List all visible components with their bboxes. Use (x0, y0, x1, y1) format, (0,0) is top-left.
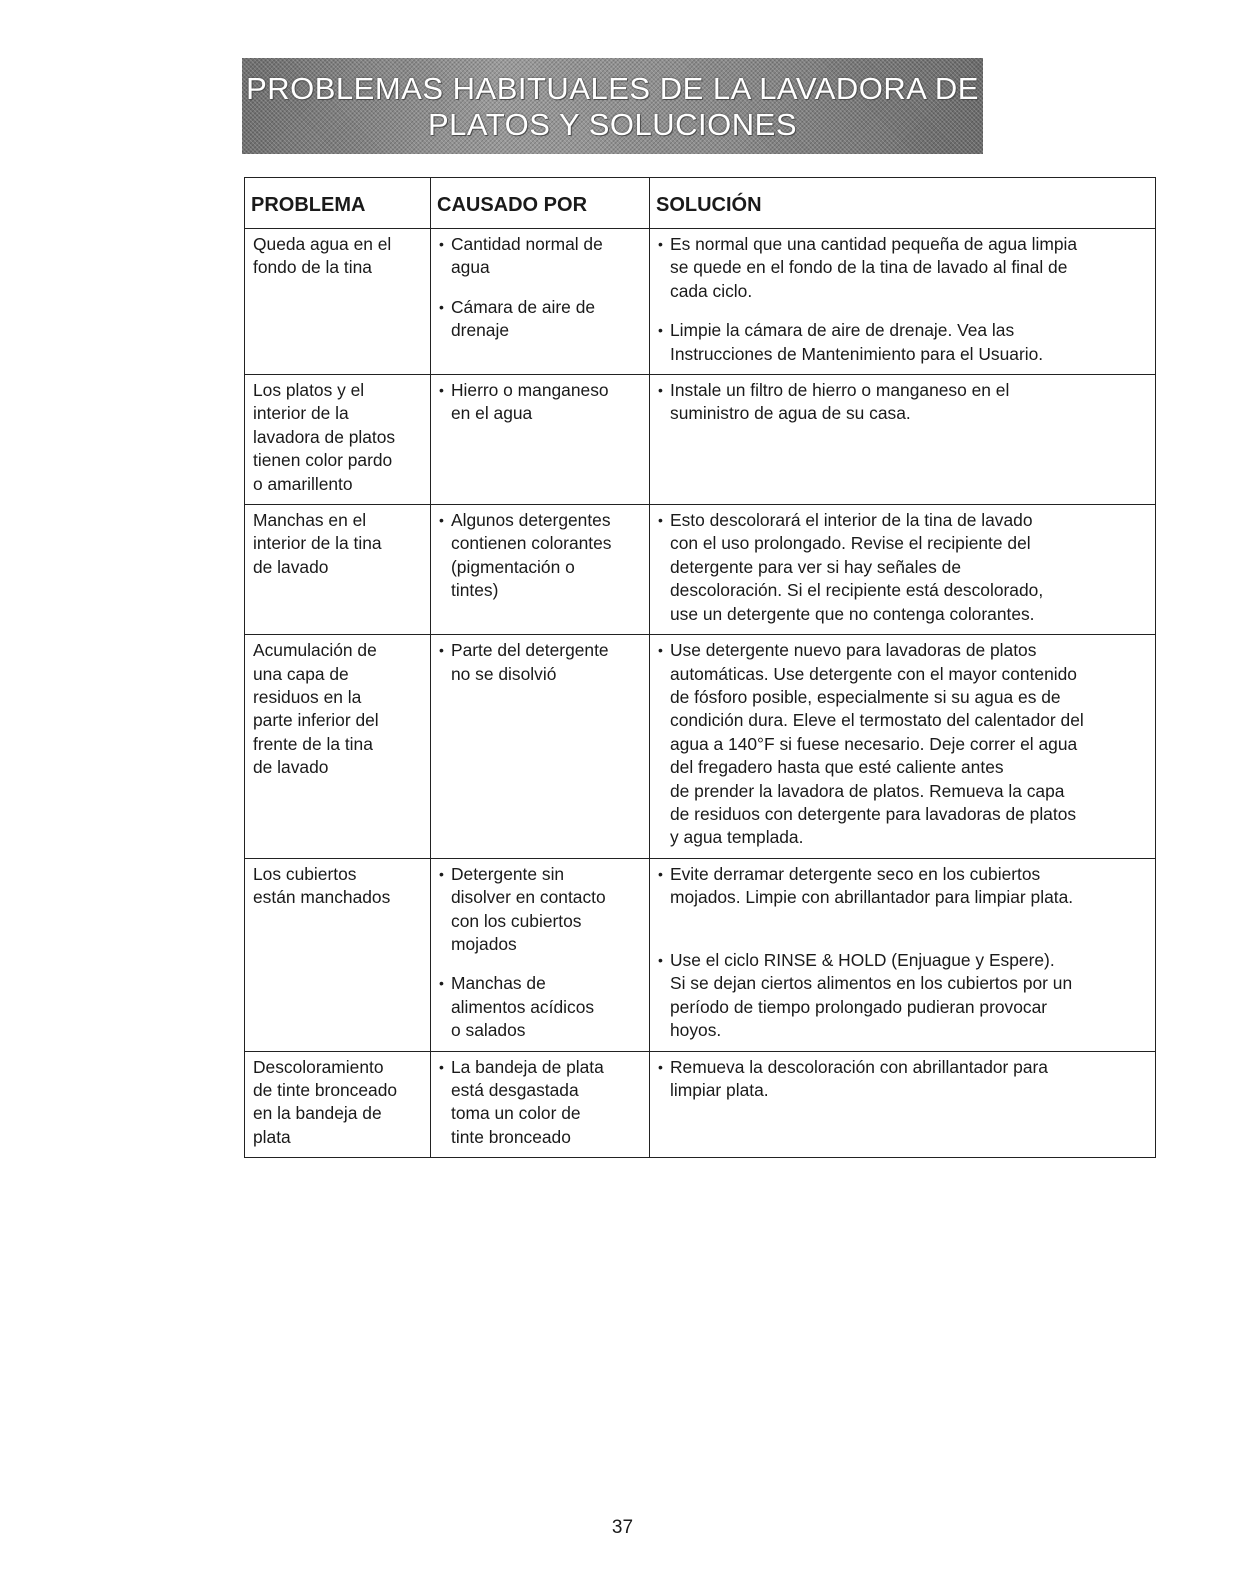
cause-item (439, 509, 645, 603)
bullet-icon: • (658, 512, 663, 529)
title-line-2: PLATOS Y SOLUCIONES (427, 107, 797, 142)
header-solution: SOLUCIÓN (650, 178, 1156, 229)
table-row (245, 375, 1156, 505)
cause-item (439, 233, 645, 280)
bullet-icon: • (658, 322, 663, 339)
cause-item (439, 639, 645, 686)
cause-text: Hierro o manganeso en el agua (451, 380, 609, 424)
problem-cell (245, 375, 431, 505)
cause-item (439, 863, 645, 957)
bullet-icon: • (658, 236, 663, 252)
bullet-icon: • (658, 951, 663, 968)
solution-item (658, 379, 1151, 426)
bullet-icon: • (658, 865, 663, 882)
solution-text: Evite derramar detergente seco en los cubiertos mojados. Limpie con abrillantador para limpiar plata. (670, 863, 1074, 908)
solution-text: Esto descolorará el interior de la tina de lavado con el uso prolongado. Revise el recipiente del detergente para ver si hay señales de descoloración. Si el recipiente está descolorado, use un detergente que no contenga colorantes. (670, 510, 1044, 624)
troubleshooting-table (244, 177, 1156, 1158)
bullet-icon: • (439, 382, 444, 399)
solution-item (658, 319, 1151, 366)
table-body (245, 229, 1156, 1158)
solution-item (658, 863, 1151, 933)
header-problem: PROBLEMA (245, 178, 431, 229)
bullet-icon: • (439, 642, 444, 659)
cause-cell (431, 375, 650, 505)
solution-cell (650, 375, 1156, 505)
cause-cell (431, 229, 650, 375)
troubleshooting-table-container (244, 177, 1155, 1158)
solution-item (658, 639, 1151, 850)
problem-cell (245, 505, 431, 635)
table-row (245, 505, 1156, 635)
table-header-row (245, 178, 1156, 229)
problem-text: Descoloramiento de tinte bronceado en la bandeja de plata (253, 1056, 398, 1147)
solution-text: Es normal que una cantidad pequeña de agua limpia se quede en el fondo de la tina de lavado al final de cada ciclo. (670, 234, 1078, 301)
bullet-icon: • (439, 975, 444, 992)
bullet-icon: • (439, 1058, 444, 1075)
cause-item (439, 1056, 645, 1150)
bullet-icon: • (658, 1058, 663, 1075)
table-row (245, 635, 1156, 859)
cause-text: Algunos detergentes contienen colorantes (pigmentación o tintes) (451, 510, 612, 601)
cause-text: Cantidad normal de agua (451, 234, 603, 278)
solution-cell (650, 858, 1156, 1051)
solution-text: Limpie la cámara de aire de drenaje. Vea las Instrucciones de Mantenimiento para el Usuario. (670, 320, 1044, 364)
solution-cell (650, 1051, 1156, 1158)
cause-text: Manchas de alimentos acídicos o salados (451, 973, 595, 1041)
solution-text: Instale un filtro de hierro o manganeso en el suministro de agua de su casa. (670, 380, 1010, 424)
solution-cell (650, 229, 1156, 375)
solution-text: Use detergente nuevo para lavadoras de platos automáticas. Use detergente con el mayor contenido de fósforo posible, especialmente si su agua es de condición dura. Eleve el termostato del calentador del agua a 140°F si fuese necesario. Deje correr el agua del fregadero hasta que esté caliente antes de prender la lavadora de platos. Remueva la capa de residuos con detergente para lavadoras de platos y agua templada. (670, 640, 1084, 848)
solution-text: Remueva la descoloración con abrillantador para limpiar plata. (670, 1056, 1048, 1100)
cause-text: Cámara de aire de drenaje (451, 296, 596, 341)
cause-text: La bandeja de plata está desgastada toma un color de tinte bronceado (451, 1056, 604, 1147)
cause-item (439, 296, 645, 343)
cause-cell (431, 1051, 650, 1158)
table-row (245, 229, 1156, 375)
cause-text: Detergente sin disolver en contacto con los cubiertos mojados (451, 863, 606, 954)
cause-cell (431, 635, 650, 859)
solution-item (658, 233, 1151, 303)
cause-item (439, 379, 645, 426)
page-number: 37 (611, 1517, 634, 1538)
cause-cell (431, 858, 650, 1051)
bullet-icon: • (439, 298, 444, 315)
solution-item (658, 509, 1151, 626)
problem-text: Queda agua en el fondo de la tina (253, 234, 392, 278)
problem-cell (245, 635, 431, 859)
solution-item (658, 1056, 1151, 1103)
header-cause: CAUSADO POR (431, 178, 650, 229)
bullet-icon: • (439, 236, 444, 252)
bullet-icon: • (658, 382, 663, 399)
cause-cell (431, 505, 650, 635)
table-row (245, 1051, 1156, 1158)
solution-cell (650, 635, 1156, 859)
problem-text: Manchas en el interior de la tina de lavado (253, 510, 382, 577)
title-banner (242, 58, 983, 154)
problem-cell (245, 229, 431, 375)
problem-text: Los cubiertos están manchados (253, 863, 391, 908)
problem-text: Los platos y el interior de la lavadora de platos tienen color pardo o amarillento (253, 380, 396, 494)
cause-text: Parte del detergente no se disolvió (451, 640, 609, 684)
solution-text: Use el ciclo RINSE & HOLD (Enjuague y Espere). Si se dejan ciertos alimentos en los cubiertos por un período de tiempo prolongado pudieran provocar hoyos. (670, 949, 1073, 1041)
table-row (245, 858, 1156, 1051)
solution-cell (650, 505, 1156, 635)
solution-item (658, 949, 1151, 1043)
problem-text: Acumulación de una capa de residuos en la parte inferior del frente de la tina de lavado (253, 640, 379, 778)
bullet-icon: • (439, 512, 444, 529)
problem-cell (245, 1051, 431, 1158)
title-line-1: PROBLEMAS HABITUALES DE LA LAVADORA DE (246, 71, 979, 106)
cause-item (439, 972, 645, 1042)
problem-cell (245, 858, 431, 1051)
bullet-icon: • (658, 642, 663, 659)
bullet-icon: • (439, 865, 444, 882)
